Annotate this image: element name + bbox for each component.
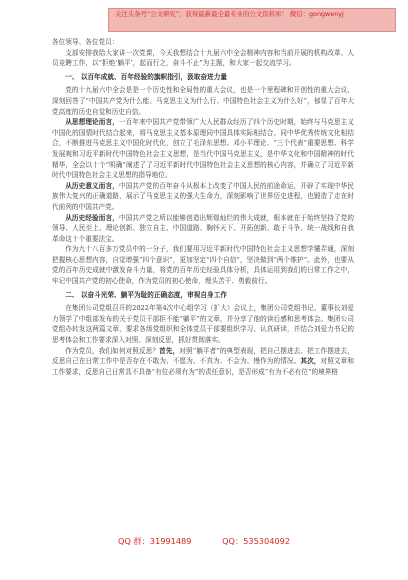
section-1-paragraph-3 [52, 181, 354, 213]
paragraph-text: 中国共产党的百年奋斗从根本上改变了中国人民的前途命运，开辟了实现中华民族伟大复兴的正确道路，展示了马克思主义的强大生命力，深刻影响了世界历史进程，也锻造了走在时代前列的中国共产党。 [52, 181, 354, 211]
promo-banner [108, 8, 396, 32]
promo-banner-text: 关注头条号“公文研究”，获得最新最全最专业的公文资料库！ 微信：gongwenyj [115, 10, 344, 18]
salutation: 各位领导、各位党员： [52, 38, 119, 46]
contact-footer [0, 536, 408, 550]
lead-phrase: 其次， [300, 357, 321, 366]
lead-phrase: 从思想理论而言， [65, 118, 119, 127]
document-body [52, 37, 354, 377]
section-1-heading: 一、 以百年成就、百年经验的旗帜指引，汲取奋进力量 [65, 72, 227, 81]
section-2-paragraph-1: 在集团公司党组召开的2022年第4次中心组学习（扩大）会议上，集团公司党组书记、董事长刘爱力领学了中组部发布的关于党员干部拒不能“躺平”的文章，并分享了他的读后感和思考体会。集团公司党组办转发这两篇文章，要求各级党组织和全体党员干部要组织学习、认真研读，并结合刘爱力书记的思考体会和工作要求深入对照、深刻反思，抓好贯彻落实。 [52, 304, 354, 345]
section-1-paragraph-2 [52, 117, 354, 181]
intro-paragraph: 支部安排我给大家讲一次党课，今天我想结合十九届六中全会精神内容和当前开展的机构改革、人员竞聘工作，以“拒绝‘躺平’，起而行之，奋斗不止”为主题，和大家一起交流学习。 [52, 48, 354, 68]
section-1-paragraph-1: 党的十九届六中全会是是一个历史性和全局性的重大会议，也是一个里程碑和开创性的重大会议，深刻回答了“中国共产党为什么能、马克思主义为什么行、中国特色社会主义为什么好”，郁显了百年大党高度的历史自觉和历史自信。 [52, 86, 354, 116]
section-2-paragraph-2 [52, 346, 354, 378]
qq-group-number: QQ 群：31991489 [117, 536, 192, 546]
paragraph-text: 中国共产党之所以能够创造出辉煌灿烂的伟大成就，根本就在于始终坚持了党的领导、人民至上、理论创新、独立自主、中国道路、胸怀天下、开拓创新、敢于斗争、统一战线和自我革命这十个重要法宝。 [52, 213, 354, 243]
section-1-paragraph-5: 作为九十八百多万党员中的一分子，我们要用习近平新时代中国特色社会主义思想学懂弄通，深刻把握核心思想内容，自觉增强“四个意识”，更加坚定“四个自信”，坚决做到“两个维护”。此外，也要从党的百年历史成就中激发奋斗力量，将党的百年历史经验具体分析，具体运用到我们的日常工作之中，牢记中国共产党的初心使命，作为党员的初心使命，埋头苦干、勇毅前行。 [52, 245, 354, 286]
paragraph-text: 一百年来中国共产党带领广大人民群众经历了四个历史时期，始终与马克思主义中国化的国情时代结合起来，将马克思主义基本原理同中国具体实际相结合、同中华优秀传统文化相结合，不断推进马克思主义中国化时代化，创立了毛泽东思想、邓小平理论、“三个代表”重要思想、科学发展观和习近平新时代中国特色社会主义思想，是当代中国马克思主义，是中华文化和中国精神的时代精华，全会以十个“明确”阐述了了习近平新时代中国特色社会主义思想的核心内容，并确立了习近平新时代中国特色社会主义思想的指导地位。 [52, 118, 354, 180]
qq-number: QQ：535304092 [222, 536, 291, 546]
lead-phrase: 从历史意义而言， [65, 181, 119, 190]
lead-phrase: 首先， [159, 346, 180, 355]
lead-phrase: 从历史经验而言， [65, 213, 119, 222]
paragraph-text: 对照文章和工作要求，反思自己日常具不具备“有位必须有为”的责任意识，是否形成“有为不必有位”的境界格 [52, 357, 354, 376]
paragraph-text: 对照“躺平者”的典型表现，把自己摆进去、把工作摆进去，反思自己在日常工作中是否存在不敢为、不愿为、不真为、不会为、慢作为的情况。 [52, 346, 354, 366]
section-2-heading: 二、 以奋斗光荣、躺平为耻的正确态度，审视自身工作 [65, 290, 227, 299]
paragraph-text: 作为党员，我们如何对照反思？ [65, 346, 160, 355]
section-1-paragraph-4 [52, 213, 354, 245]
